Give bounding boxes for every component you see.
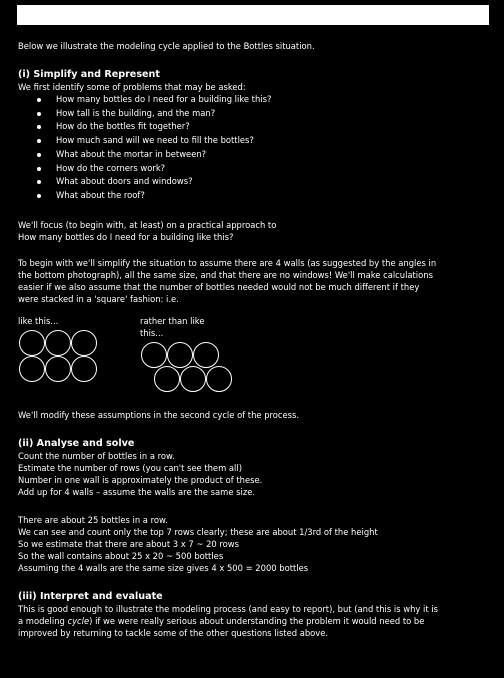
bottle-circle xyxy=(142,342,167,367)
step-line: Add up for 4 walls – assume the walls are the same size. xyxy=(18,486,256,497)
hex-packing-label: rather than like this... xyxy=(140,315,205,338)
bottle-circle xyxy=(207,366,232,391)
title-bar xyxy=(17,5,489,25)
working-line: We can see and count only the top 7 rows clearly; these are about 1/3rd of the height xyxy=(18,526,378,537)
evaluate-line: This is good enough to illustrate the modeling process (and easy to report), but (and this is why it is xyxy=(18,603,438,614)
list-item: How do the corners work? xyxy=(18,162,488,176)
assume-line: To begin with we'll simplify the situation to assume there are 4 walls (as suggested by the angles in xyxy=(18,257,437,268)
evaluate-line xyxy=(18,615,488,627)
step-line: Number in one wall is approximately the product of these. xyxy=(18,474,263,485)
focus-line: How many bottles do I need for a building like this? xyxy=(18,231,234,242)
assume-line: the bottom photograph), all the same size, and that there are no windows! We'll make calculations xyxy=(18,269,433,280)
bottle-circle xyxy=(72,356,97,381)
focus-line: We'll focus (to begin with, at least) on a practical approach to xyxy=(18,219,277,230)
section-heading-simplify: (i) Simplify and Represent xyxy=(18,69,160,80)
list-item: What about the roof? xyxy=(18,189,488,203)
hex-packing-diagram xyxy=(140,341,236,397)
evaluate-line: improved by returning to tackle some of the other questions listed above. xyxy=(18,627,329,638)
square-packing-label: like this... xyxy=(18,315,59,326)
bottle-circle xyxy=(194,342,219,367)
assume-line: easier if we also assume that the number of bottles needed would not be much different if they xyxy=(18,281,420,292)
emphasis-cycle: cycle xyxy=(67,615,90,626)
bottle-circle xyxy=(20,356,45,381)
modify-line: We'll modify these assumptions in the second cycle of the process. xyxy=(18,409,300,420)
step-line: Count the number of bottles in a row. xyxy=(18,450,175,461)
square-packing-diagram xyxy=(18,329,100,385)
section-heading-interpret: (iii) Interpret and evaluate xyxy=(18,590,163,602)
list-item: What about the mortar in between? xyxy=(18,148,488,162)
working-line: So we estimate that there are about 3 x 7 ~ 20 rows xyxy=(18,538,239,549)
questions-list xyxy=(18,93,488,203)
document-body xyxy=(18,40,488,639)
intro-paragraph: Below we illustrate the modeling cycle applied to the Bottles situation. xyxy=(18,41,315,51)
bottle-circle xyxy=(46,356,71,381)
section-heading-analyse: (ii) Analyse and solve xyxy=(18,437,135,449)
bottle-circle xyxy=(46,330,71,355)
list-item: How do the bottles fit together? xyxy=(18,120,488,134)
working-line: So the wall contains about 25 x 20 ~ 500 bottles xyxy=(18,550,224,561)
list-item: What about doors and windows? xyxy=(18,175,488,189)
list-item: How much sand will we need to fill the bottles? xyxy=(18,134,488,148)
evaluate-text: a modeling xyxy=(18,615,68,626)
bottle-circle xyxy=(168,342,193,367)
bottle-circle xyxy=(72,330,97,355)
bottle-circle xyxy=(20,330,45,355)
questions-lead: We first identify some of problems that may be asked: xyxy=(18,82,246,92)
assume-line: were stacked in a 'square' fashion: i.e. xyxy=(18,293,179,304)
working-line: Assuming the 4 walls are the same size gives 4 x 500 = 2000 bottles xyxy=(18,562,309,573)
step-line: Estimate the number of rows (you can't see them all) xyxy=(18,462,242,473)
packing-illustrations xyxy=(18,315,488,397)
evaluate-text: ) if we were really serious about understanding the problem it would need to be xyxy=(89,615,425,626)
bottle-circle xyxy=(155,366,180,391)
bottle-circle xyxy=(181,366,206,391)
list-item: How tall is the building, and the man? xyxy=(18,107,488,121)
square-packing xyxy=(18,315,98,397)
list-item: How many bottles do I need for a building like this? xyxy=(18,93,488,107)
hex-packing xyxy=(140,315,220,397)
working-line: There are about 25 bottles in a row. xyxy=(18,514,168,525)
